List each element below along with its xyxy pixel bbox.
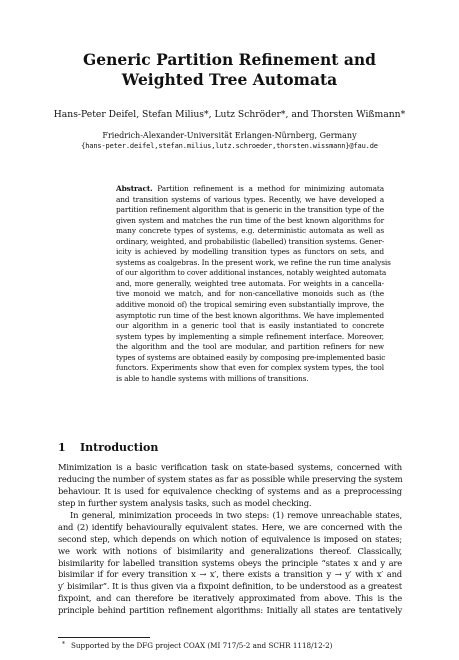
abstract-line: given system and matches the run time of the best known algorithms for	[116, 215, 384, 225]
section-heading	[58, 441, 158, 454]
title-line-2: Weighted Tree Automata	[121, 70, 338, 89]
abstract-line: icity is achieved by modelling transition types as functors on sets, and	[116, 247, 384, 257]
abstract-line: systems as coalgebras. In the present work, we refine the run time analysis	[116, 257, 391, 267]
abstract-line: our algorithm in a generic tool that is easily instantiated to concrete	[116, 321, 384, 331]
abstract-line: and, more generally, weighted tree automata. For weights in a cancella-	[116, 278, 384, 288]
footnote-mark: *	[62, 641, 65, 648]
body-line: fixpoint, and can therefore be iteratively approximated from above. This is the	[58, 593, 402, 604]
affiliation: Friedrich-Alexander-Universität Erlangen-Nürnberg, Germany	[102, 131, 357, 140]
body-line: second step, which depends on which notion of equivalence is imposed on states;	[58, 533, 402, 544]
body-line: we work with notions of bisimilarity and generalizations thereof. Classically,	[58, 545, 402, 556]
body-line: behaviour. It is used for equivalence checking of systems and as a preprocessing	[58, 485, 402, 496]
abstract-line: is able to handle systems with millions of transitions.	[116, 373, 309, 383]
abstract-line: tive monoid we match, and for non-cancellative monoids such as (the	[116, 289, 384, 299]
footnote-text: Supported by the DFG project COAX (MI 717/5-2 and SCHR 1118/12-2)	[71, 641, 333, 650]
section-title: Introduction	[80, 441, 159, 454]
abstract-line: asymptotic run time of the best known algorithms. We have implemented	[116, 310, 384, 320]
body-line: step in further system analysis tasks, such as model checking.	[58, 497, 312, 508]
body-line: bisimilar if for every transition x → x′, there exists a transition y → y′ with x′ and	[58, 569, 402, 580]
title-line-1: Generic Partition Refinement and	[82, 50, 377, 69]
body-line: In general, minimization proceeds in two steps: (1) remove unreachable states,	[70, 509, 402, 520]
abstract-line: system types by implementing a simple refinement interface. Moreover,	[116, 331, 384, 341]
body-line: y′ bisimilar”. It is thus given via a fixpoint definition, to be understood as a greatest	[58, 581, 402, 592]
abstract-line: Abstract. Partition refinement is a method for minimizing automata	[116, 184, 385, 193]
abstract-line: partition refinement algorithm that is generic in the transition type of the	[116, 205, 384, 215]
introduction-text	[58, 462, 402, 617]
abstract-line: of our algorithm to cover additional instances, notably weighted automata	[116, 268, 387, 278]
abstract-line: and transition systems of various types. Recently, we have developed a	[116, 194, 384, 204]
section-number: 1	[58, 441, 66, 454]
body-line: Minimization is a basic verification task on state-based systems, concerned with	[58, 462, 402, 472]
body-line: and (2) identify behaviourally equivalent states. Here, we are concerned with the	[58, 521, 402, 532]
author-emails: {hans-peter.deifel,stefan.milius,lutz.schroeder,thorsten.wissmann}@fau.de	[81, 142, 378, 150]
abstract-line: ordinary, weighted, and probabilistic (labelled) transition systems. Gener-	[116, 236, 385, 246]
abstract	[116, 184, 391, 384]
paper-title	[0, 50, 459, 90]
abstract-line: many concrete types of systems, e.g. deterministic automata as well as	[116, 226, 384, 236]
abstract-line: types of systems are obtained easily by composing pre-implemented basic	[116, 352, 386, 362]
author-list: Hans-Peter Deifel, Stefan Milius*, Lutz Schröder*, and Thorsten Wißmann*	[53, 109, 406, 120]
abstract-line: the algorithm and the tool are modular, and partition refiners for new	[116, 342, 384, 352]
footnote-divider	[58, 637, 150, 638]
abstract-label: Abstract.	[116, 184, 153, 193]
body-line: reducing the number of system states as far as possible while preserving the system	[58, 473, 403, 484]
abstract-line: additive monoid of) the tropical semiring even substantially improve, the	[116, 300, 384, 310]
body-line: bisimilarity for labelled transition systems obeys the principle “states x and y are	[58, 557, 402, 568]
footnote	[62, 641, 333, 650]
body-line: principle behind partition refinement algorithms: Initially all states are tentatively	[58, 605, 402, 616]
abstract-line: functors. Experiments show that even for complex system types, the tool	[116, 363, 384, 373]
